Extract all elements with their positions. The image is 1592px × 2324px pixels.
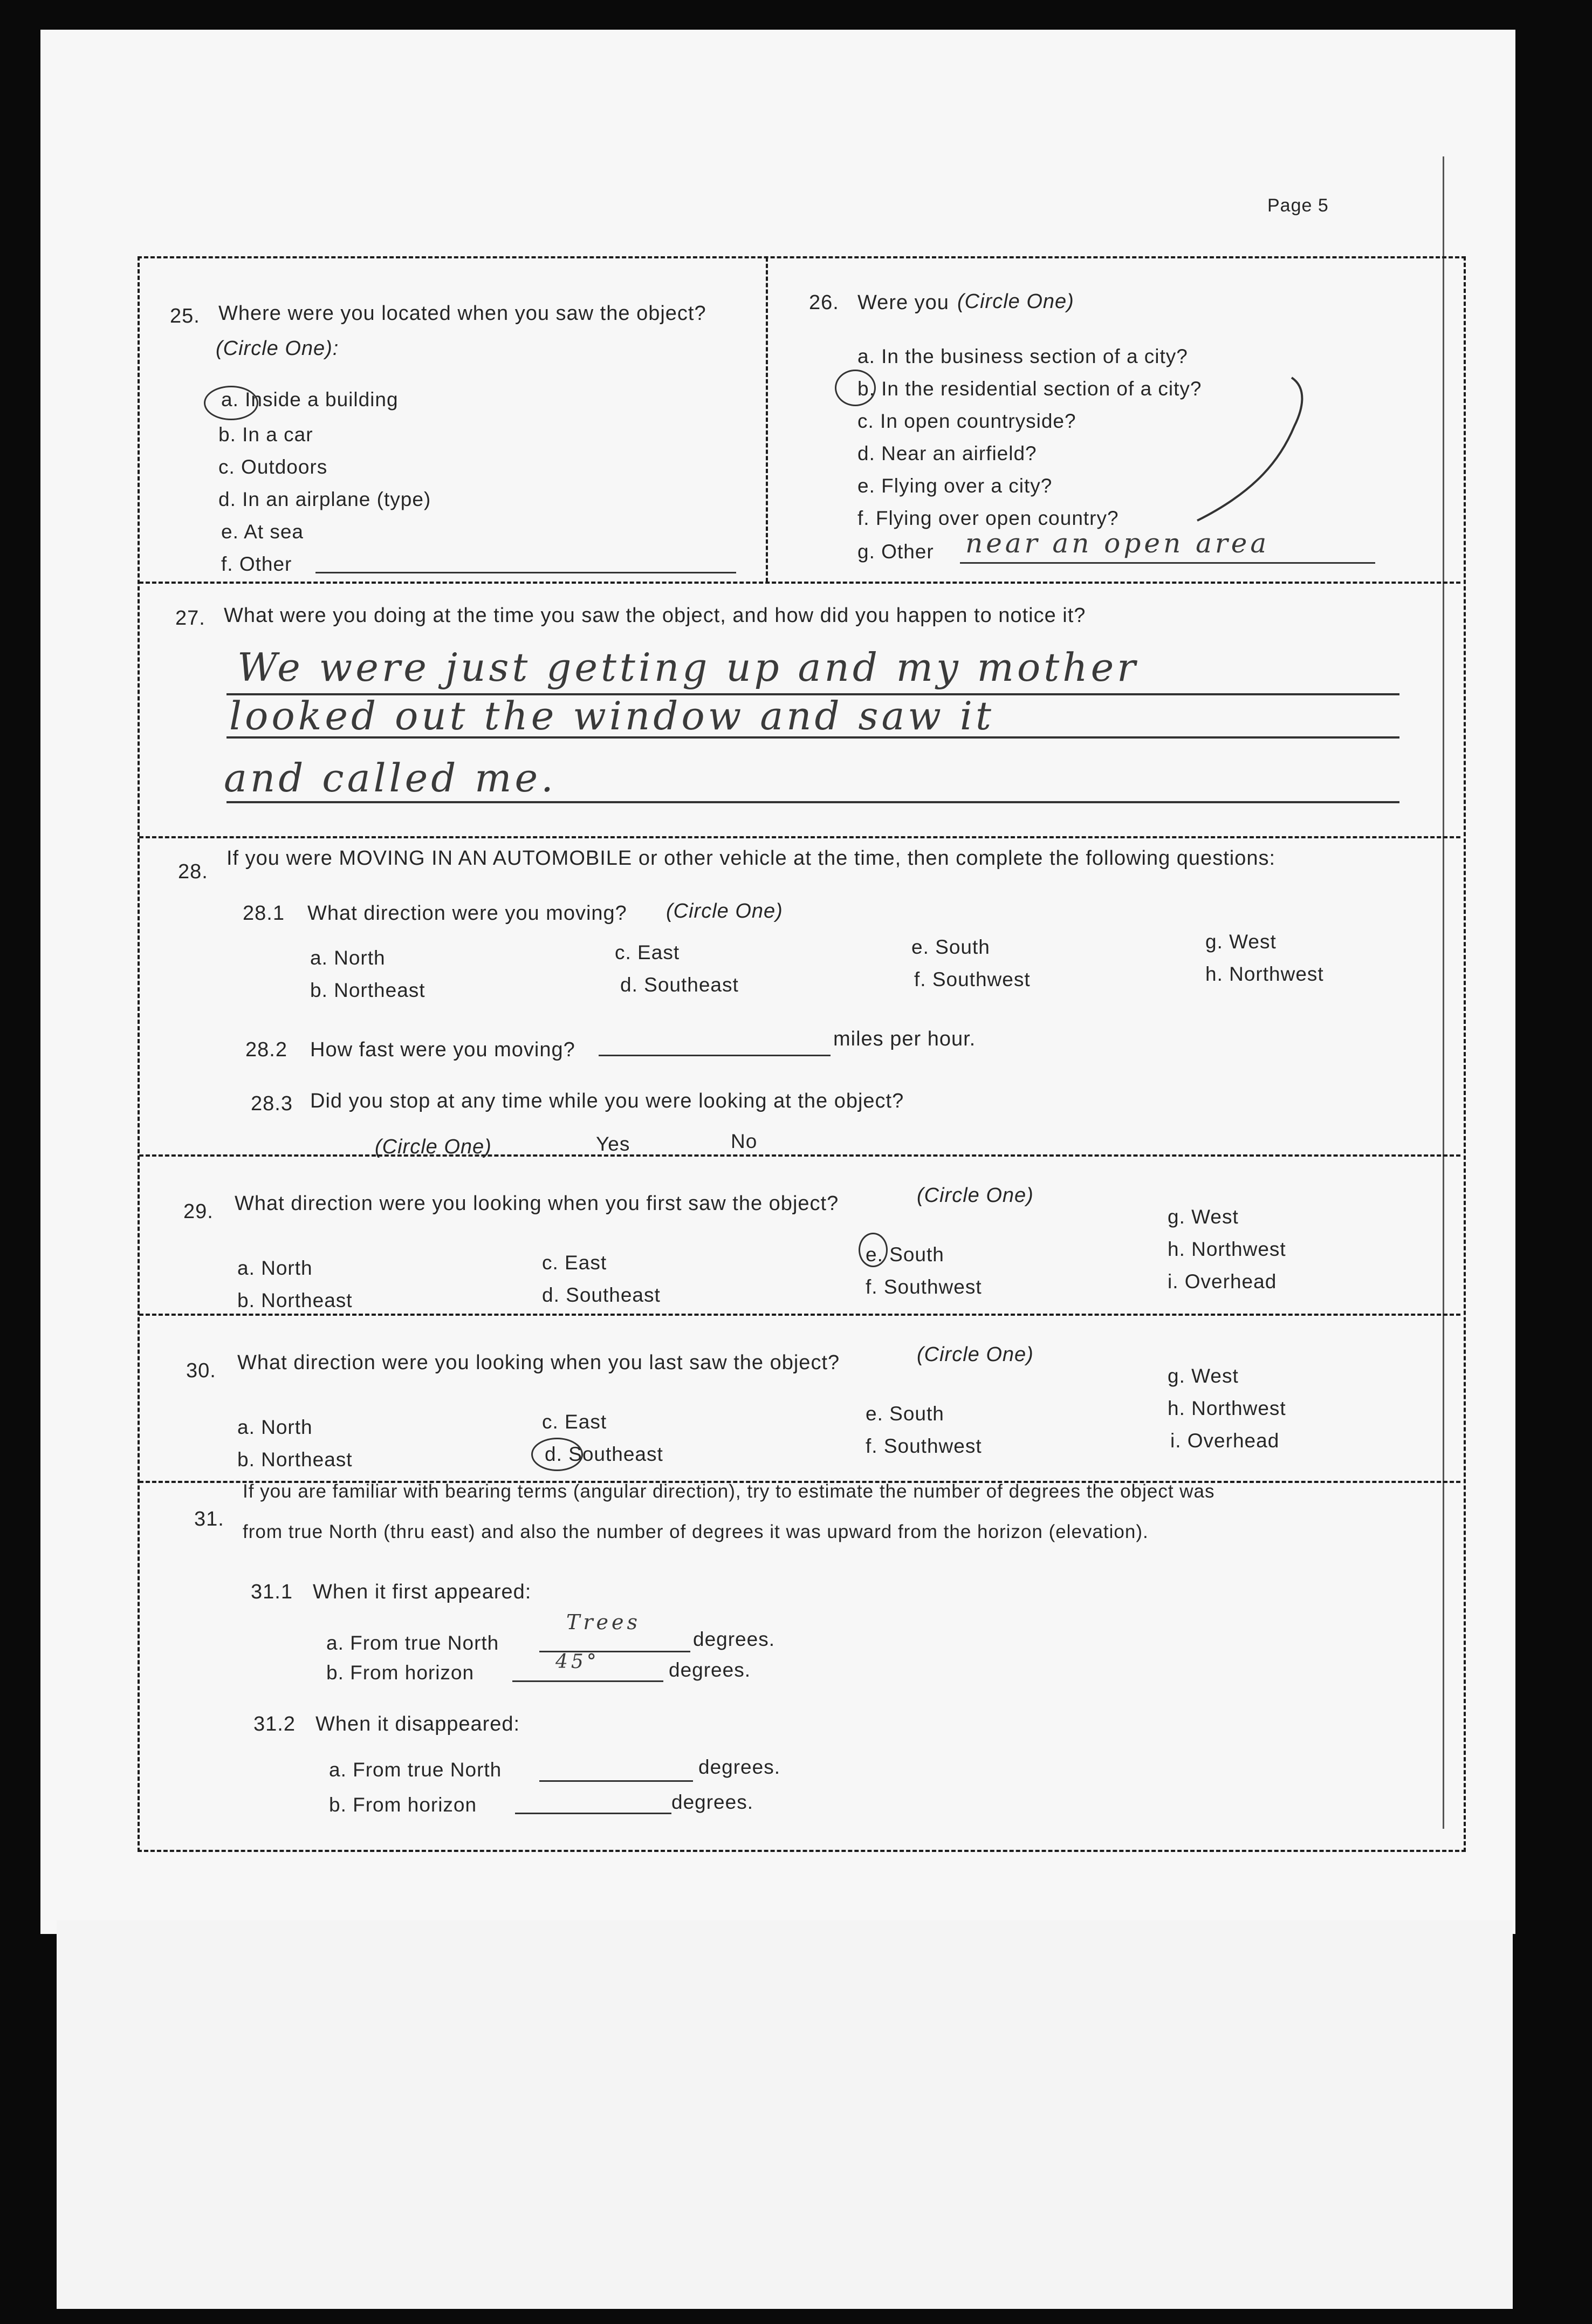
q25-option-d[interactable]: d. In an airplane (type): [218, 488, 431, 510]
divider-vertical: [766, 257, 768, 582]
q30-option-e[interactable]: e. South: [866, 1403, 944, 1425]
q31-1-b-unit: degrees.: [669, 1659, 751, 1681]
divider-q30: [139, 1314, 1460, 1316]
q28-1-option-b[interactable]: b. Northeast: [310, 979, 426, 1001]
q30-option-c[interactable]: c. East: [542, 1411, 607, 1433]
q28-1-question: What direction were you moving?: [307, 902, 627, 925]
q27-answer-line-3: and called me.: [224, 755, 557, 801]
q30-question: What direction were you looking when you last saw the object?: [237, 1351, 840, 1374]
q26-question: Were you: [857, 291, 949, 314]
q31-1-number: 31.1: [251, 1581, 293, 1603]
q26-instruction: (Circle One): [957, 290, 1074, 313]
q25-number: 25.: [170, 305, 200, 327]
q30-number: 30.: [186, 1359, 216, 1382]
q27-answer-line-1: We were just getting up and my mother: [237, 645, 1139, 690]
q28-1-option-d[interactable]: d. Southeast: [620, 974, 739, 996]
q29-option-i[interactable]: i. Overhead: [1168, 1270, 1277, 1293]
q31-1-label: When it first appeared:: [313, 1581, 532, 1603]
q31-2-label: When it disappeared:: [315, 1713, 520, 1735]
q25-other-blank: [315, 572, 736, 573]
q31-2-a-unit: degrees.: [698, 1756, 780, 1778]
q28-1-option-e[interactable]: e. South: [911, 936, 990, 958]
q31-question-line-1: If you are familiar with bearing terms (angular direction), try to estimate the number of degrees the object was: [243, 1481, 1215, 1502]
q26-number: 26.: [809, 291, 839, 314]
q29-option-g[interactable]: g. West: [1168, 1206, 1239, 1228]
sheet-underlay: [57, 1920, 1513, 2309]
q31-2-b-blank[interactable]: [515, 1813, 671, 1814]
q28-question: If you were MOVING IN AN AUTOMOBILE or other vehicle at the time, then complete the following questions:: [227, 847, 1276, 870]
q31-number: 31.: [194, 1508, 224, 1530]
answer-rule: [227, 736, 1399, 739]
q28-2-question: How fast were you moving?: [310, 1038, 575, 1061]
q26-option-f[interactable]: f. Flying over open country?: [857, 507, 1119, 529]
page-label: Page 5: [1267, 195, 1329, 216]
answer-rule: [227, 801, 1399, 803]
q29-number: 29.: [183, 1200, 214, 1223]
q26-option-c[interactable]: c. In open countryside?: [857, 410, 1076, 432]
q27-question: What were you doing at the time you saw the object, and how did you happen to notice it?: [224, 604, 1086, 627]
q29-question: What direction were you looking when you first saw the object?: [235, 1192, 839, 1215]
q31-2-b-unit: degrees.: [671, 1791, 753, 1813]
q26-other-blank: [960, 562, 1375, 564]
q28-3-no[interactable]: No: [731, 1130, 758, 1152]
q28-1-option-a[interactable]: a. North: [310, 947, 386, 969]
q28-2-suffix: miles per hour.: [833, 1028, 976, 1050]
q30-option-b[interactable]: b. Northeast: [237, 1448, 353, 1471]
q31-1-a-handwritten: Trees: [566, 1610, 641, 1634]
q27-number: 27.: [175, 607, 205, 630]
q26-option-d[interactable]: d. Near an airfield?: [857, 442, 1037, 464]
q31-1-b-blank[interactable]: [512, 1680, 663, 1682]
q29-instruction: (Circle One): [917, 1184, 1034, 1207]
q30-option-g[interactable]: g. West: [1168, 1365, 1239, 1387]
q27-answer-line-2: looked out the window and saw it: [229, 693, 994, 739]
q31-1-a-label: a. From true North: [326, 1632, 499, 1654]
q30-instruction: (Circle One): [917, 1343, 1034, 1366]
selection-circle: [835, 370, 876, 406]
q28-1-option-c[interactable]: c. East: [615, 941, 680, 963]
speed-blank[interactable]: [599, 1055, 831, 1056]
q29-option-c[interactable]: c. East: [542, 1252, 607, 1274]
q28-1-option-h[interactable]: h. Northwest: [1205, 963, 1324, 985]
q28-1-option-g[interactable]: g. West: [1205, 931, 1277, 953]
q29-option-a[interactable]: a. North: [237, 1257, 313, 1279]
q28-3-yes[interactable]: Yes: [596, 1133, 630, 1155]
selection-circle: [859, 1233, 888, 1267]
q31-1-b-handwritten: 45°: [555, 1651, 600, 1673]
q28-3-question: Did you stop at any time while you were looking at the object?: [310, 1090, 904, 1112]
q28-1-option-f[interactable]: f. Southwest: [914, 968, 1031, 990]
q29-option-e[interactable]: e. South: [866, 1243, 944, 1266]
q25-option-b[interactable]: b. In a car: [218, 423, 313, 446]
q30-option-a[interactable]: a. North: [237, 1416, 313, 1438]
q29-option-b[interactable]: b. Northeast: [237, 1289, 353, 1311]
q28-3-number: 28.3: [251, 1092, 293, 1115]
q26-option-a[interactable]: a. In the business section of a city?: [857, 345, 1188, 367]
q29-option-h[interactable]: h. Northwest: [1168, 1238, 1286, 1260]
q28-1-instruction: (Circle One): [666, 900, 783, 922]
q26-option-g[interactable]: g. Other: [857, 541, 934, 563]
q28-3-instruction: (Circle One): [375, 1136, 492, 1158]
divider-q27: [139, 582, 1460, 584]
q28-1-number: 28.1: [243, 902, 285, 925]
q25-option-a[interactable]: a. Inside a building: [221, 388, 399, 411]
q30-option-h[interactable]: h. Northwest: [1168, 1397, 1286, 1419]
q31-2-b-label: b. From horizon: [329, 1794, 477, 1816]
q30-option-i[interactable]: i. Overhead: [1170, 1430, 1280, 1452]
handwritten-bracket-stroke: [1186, 367, 1316, 529]
q29-option-f[interactable]: f. Southwest: [866, 1276, 982, 1298]
q31-1-b-label: b. From horizon: [326, 1662, 475, 1684]
selection-circle: [531, 1438, 583, 1471]
q26-other-handwritten: near an open area: [965, 528, 1270, 559]
selection-circle: [204, 386, 258, 420]
q30-option-f[interactable]: f. Southwest: [866, 1435, 982, 1457]
divider-q28: [139, 836, 1460, 838]
q31-2-number: 31.2: [253, 1713, 296, 1735]
q25-option-f[interactable]: f. Other: [221, 553, 292, 575]
q25-option-e[interactable]: e. At sea: [221, 521, 304, 543]
q31-2-a-label: a. From true North: [329, 1759, 502, 1781]
q26-option-b[interactable]: b. In the residential section of a city?: [857, 378, 1202, 400]
divider-q29: [139, 1154, 1460, 1157]
q30-option-d[interactable]: d. Southeast: [545, 1443, 663, 1465]
q28-number: 28.: [178, 860, 208, 883]
q28-2-number: 28.2: [245, 1038, 287, 1061]
q29-option-d[interactable]: d. Southeast: [542, 1284, 661, 1306]
q31-question-line-2: from true North (thru east) and also the number of degrees it was upward from the horizon (elevation).: [243, 1521, 1149, 1542]
q25-option-c[interactable]: c. Outdoors: [218, 456, 328, 478]
q25-question: Where were you located when you saw the object?: [218, 302, 706, 325]
q25-instruction: (Circle One):: [216, 337, 339, 360]
q31-1-a-unit: degrees.: [693, 1628, 775, 1650]
q31-2-a-blank[interactable]: [539, 1780, 693, 1782]
q26-option-e[interactable]: e. Flying over a city?: [857, 475, 1053, 497]
